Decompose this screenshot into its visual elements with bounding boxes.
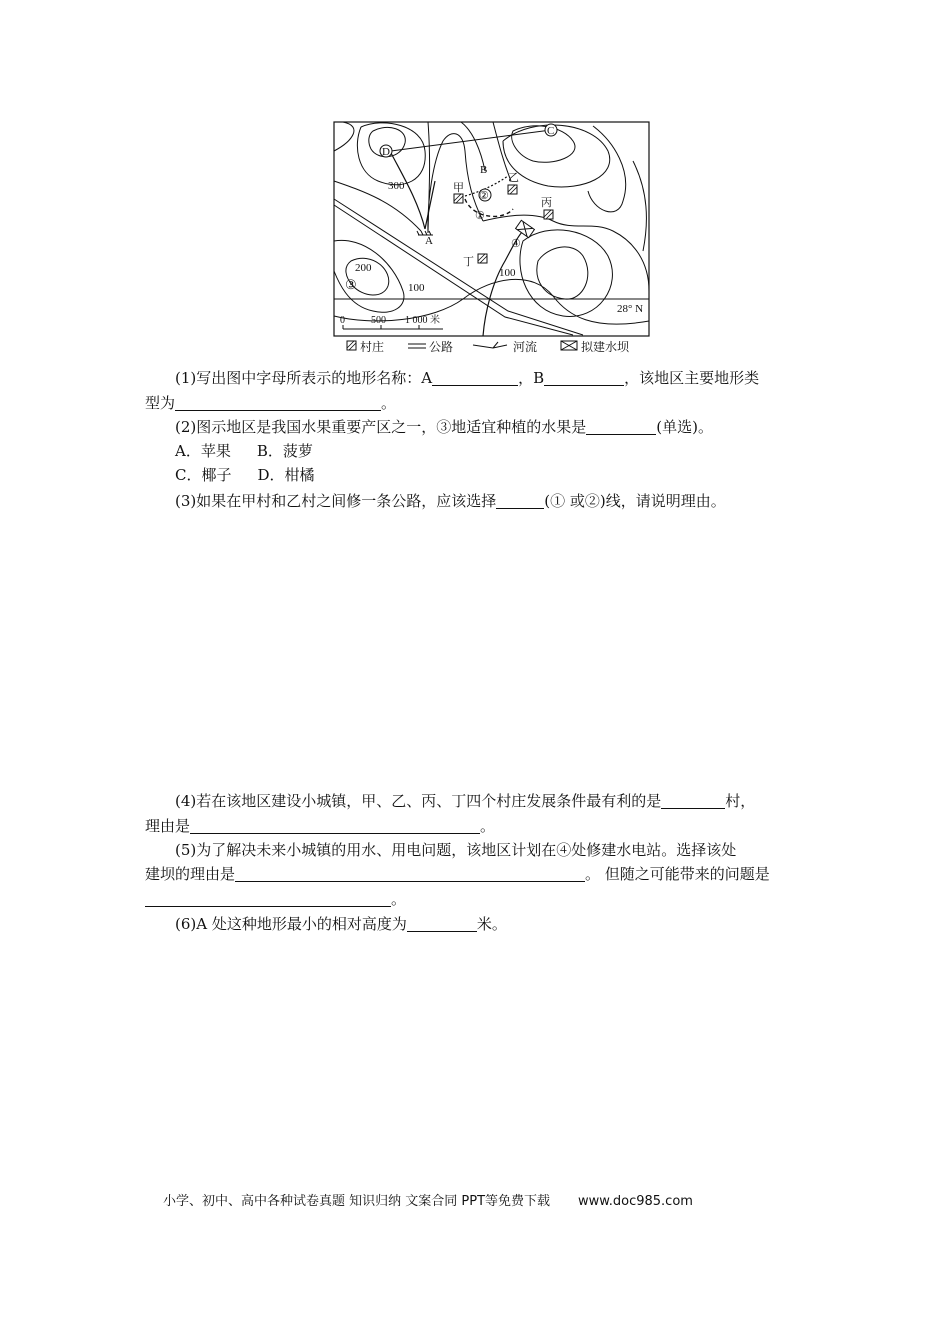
footer-text: 小学、初中、高中各种试卷真题 知识归纳 文案合同 PPT等免费下载 — [163, 1194, 551, 1209]
answer-blank-fruit[interactable] — [586, 418, 656, 435]
option-a[interactable]: A．苹果 — [175, 442, 231, 460]
legend-dam-label: 拟建水坝 — [581, 340, 630, 354]
label-point-b: B — [480, 164, 488, 176]
label-contour-200: 200 — [355, 262, 372, 274]
option-b[interactable]: B．菠萝 — [256, 442, 313, 460]
scale-tick-1000: 1 000 米 — [405, 315, 440, 326]
option-c[interactable]: C．椰子 — [175, 466, 232, 484]
question-5-line-2: 建坝的理由是 。 但随之可能带来的问题是 — [145, 865, 770, 883]
question-2-options-2 — [145, 463, 805, 487]
label-village-bing: 丙 — [541, 197, 552, 209]
topographic-map-figure — [333, 121, 651, 357]
page-footer — [163, 1190, 803, 1209]
question-2: (2)图示地区是我国水果重要产区之一，③地适宜种植的水果是 (单选)。 — [175, 418, 713, 436]
answer-blank-village[interactable] — [661, 792, 725, 809]
question-2-options-1 — [145, 439, 805, 463]
label-point-d: D — [382, 146, 390, 158]
question-6: (6)A 处这种地形最小的相对高度为 米。 — [175, 915, 507, 933]
answer-blank-village-reason[interactable] — [190, 817, 480, 834]
question-3: (3)如果在甲村和乙村之间修一条公路，应该选择 (① 或②)线，请说明理由。 — [175, 492, 726, 510]
question-5-line-1: (5)为了解决未来小城镇的用水、用电问题，该地区计划在④处修建水电站。选择该处 — [175, 841, 737, 859]
question-4-line-1: (4)若在该地区建设小城镇，甲、乙、丙、丁四个村庄发展条件最有利的是 村， — [175, 792, 756, 810]
label-contour-100a: 100 — [408, 282, 425, 294]
label-point-c: C — [547, 125, 555, 137]
answer-blank-dam-problem[interactable] — [145, 890, 391, 907]
label-area-3: ③ — [345, 277, 357, 292]
answer-blank-relative-height[interactable] — [407, 915, 477, 932]
label-village-jia: 甲 — [453, 182, 464, 194]
legend-road-label: 公路 — [429, 340, 454, 354]
option-d[interactable]: D．柑橘 — [257, 466, 315, 484]
label-village-yi: 乙 — [508, 172, 519, 184]
scale-tick-0: 0 — [340, 315, 345, 326]
label-village-ding: 丁 — [463, 256, 474, 268]
legend-river-label: 河流 — [513, 340, 538, 354]
question-5-line-3: 。 — [145, 887, 805, 911]
label-dam-4: ④ — [511, 238, 521, 250]
answer-blank-route[interactable] — [496, 492, 544, 509]
label-contour-300: 300 — [388, 180, 405, 192]
label-contour-100b: 100 — [499, 267, 516, 279]
question-1-line-1: (1)写出图中字母所表示的地形名称：A ，B ，该地区主要地形类 — [175, 369, 760, 387]
label-point-a: A — [425, 235, 433, 247]
footer-url-link[interactable]: www.doc985.com — [578, 1194, 693, 1209]
label-route-1: ① — [475, 210, 485, 222]
answer-blank-b[interactable] — [544, 369, 624, 386]
legend — [347, 339, 630, 354]
label-route-2: ② — [479, 190, 489, 202]
answer-blank-dam-reason[interactable] — [235, 865, 585, 882]
answer-blank-terrain-type[interactable] — [175, 394, 381, 411]
label-latitude: 28° N — [617, 303, 644, 315]
scale-tick-500: 500 — [371, 315, 386, 326]
legend-village-label: 村庄 — [360, 340, 385, 354]
question-1-line-2: 型为 。 — [145, 394, 397, 412]
question-4-line-2: 理由是 。 — [145, 817, 496, 835]
answer-blank-a[interactable] — [432, 369, 518, 386]
